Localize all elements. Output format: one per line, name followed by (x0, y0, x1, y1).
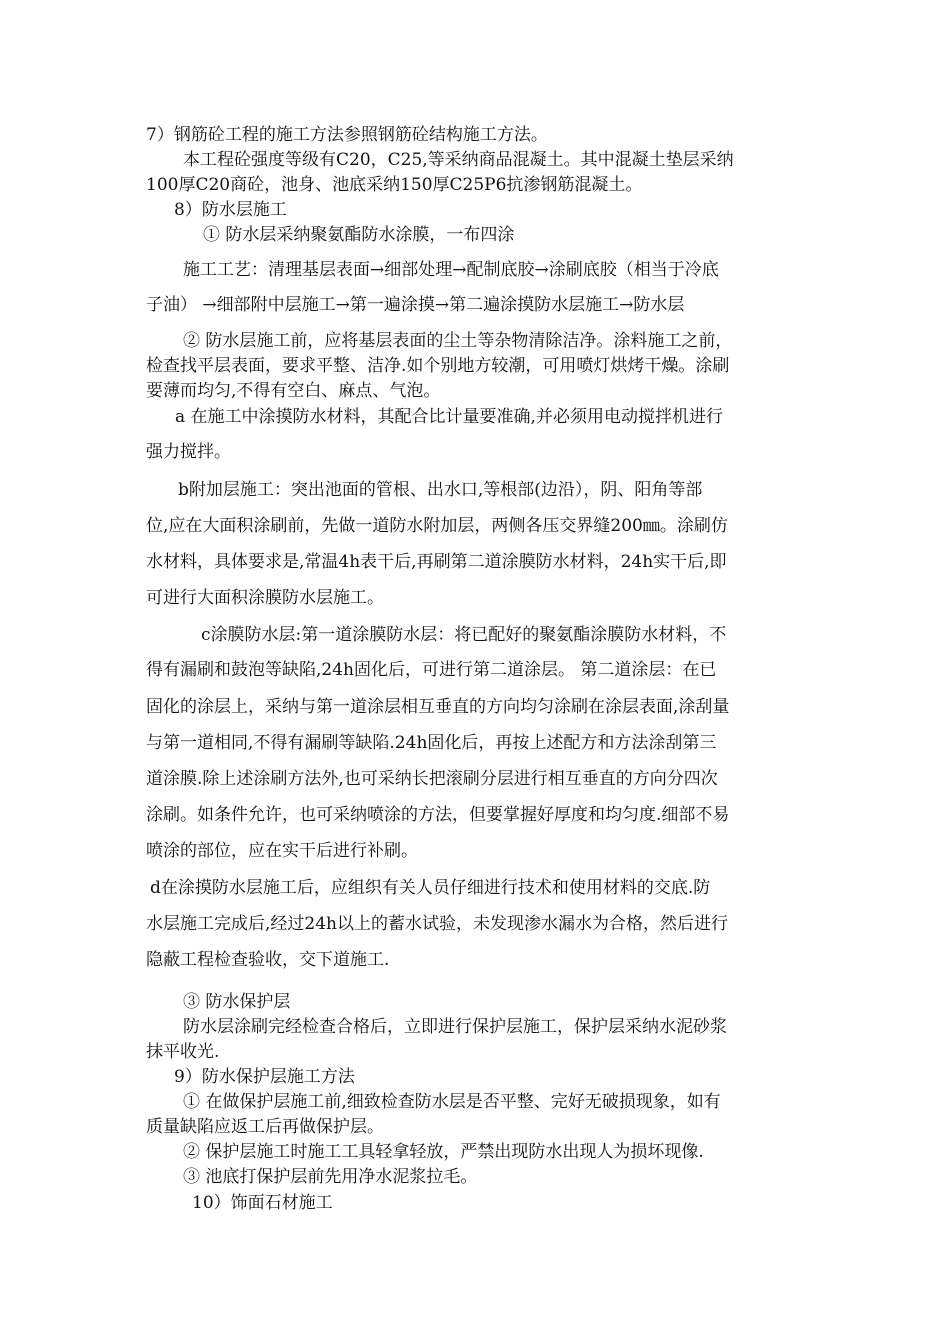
text-line: b附加层施工：突出池面的管根、出水口,等根部(边沿），阴、阳角等部 (178, 480, 703, 500)
text-line: a 在施工中涂摸防水材料，其配合比计量要准确,并必须用电动搅拌机进行 (175, 407, 723, 427)
text-line: ① 在做保护层施工前,细致检查防水层是否平整、完好无破损现象，如有 (183, 1092, 721, 1112)
text-line: 7）钢筋砼工程的施工方法参照钢筋砼结构施工方法。 (146, 125, 548, 145)
text-line: 子油） →细部附中层施工→第一遍涂摸→第二遍涂摸防水层施工→防水层 (146, 295, 685, 315)
text-line: 水层施工完成后,经过24h以上的蓄水试验，未发现渗水漏水为合格，然后进行 (146, 914, 728, 934)
text-line: 喷涂的部位，应在实干后进行补刷。 (146, 841, 418, 861)
text-line: 防水层涂刷完经检查合格后，立即进行保护层施工，保护层采纳水泥砂浆 (183, 1017, 727, 1037)
text-line: 要薄而均匀,不得有空白、麻点、气泡。 (146, 381, 441, 401)
text-line: d在涂摸防水层施工后，应组织有关人员仔细进行技术和使用材料的交底.防 (150, 878, 711, 898)
text-line: 9）防水保护层施工方法 (174, 1067, 355, 1087)
text-line: 质量缺陷应返工后再做保护层。 (146, 1117, 384, 1137)
text-line: ③ 防水保护层 (183, 992, 291, 1012)
text-line: 位,应在大面积涂刷前，先做一道防水附加层，两侧各压交界缝200㎜。涂刷仿 (146, 516, 728, 536)
text-line: 可进行大面积涂膜防水层施工。 (146, 588, 384, 608)
text-line: 与第一道相同,不得有漏刷等缺陷.24h固化后，再按上述配方和方法涂刮第三 (146, 733, 717, 753)
text-line: ② 防水层施工前，应将基层表面的尘土等杂物清除洁净。涂料施工之前， (183, 331, 733, 351)
text-line: 水材料，具体要求是,常温4h表干后,再刷第二道涂膜防水材料，24h实干后,即 (146, 552, 727, 572)
text-line: 10）饰面石材施工 (192, 1193, 333, 1213)
text-line: c涂膜防水层:第一道涂膜防水层：将已配好的聚氨酯涂膜防水材料，不 (201, 625, 727, 645)
text-line: 8）防水层施工 (174, 200, 287, 220)
text-line: ① 防水层采纳聚氨酯防水涂膜，一布四涂 (203, 225, 515, 245)
text-line: 检查找平层表面，要求平整、洁净.如个别地方较潮，可用喷灯烘烤干燥。涂刷 (146, 356, 730, 376)
text-line: 得有漏刷和鼓泡等缺陷,24h固化后，可进行第二道涂层。 第二道涂层：在已 (146, 660, 717, 680)
text-line: 抹平收光. (146, 1042, 220, 1062)
text-line: ② 保护层施工时施工工具轻拿轻放，严禁出现防水出现人为损坏现像. (183, 1142, 704, 1162)
text-line: 隐蔽工程检查验收，交下道施工. (146, 950, 390, 970)
text-line: 固化的涂层上，采纳与第一道涂层相互垂直的方向均匀涂刷在涂层表面,涂刮量 (146, 697, 730, 717)
text-line: 本工程砼强度等级有C20，C25,等采纳商品混凝土。其中混凝土垫层采纳 (183, 150, 734, 170)
text-line: 涂刷。如条件允许，也可采纳喷涂的方法，但要掌握好厚度和均匀度.细部不易 (146, 805, 730, 825)
text-line: ③ 池底打保护层前先用净水泥浆拉毛。 (183, 1167, 478, 1187)
text-line: 施工工艺：清理基层表面→细部处理→配制底胶→涂刷底胶（相当于冷底 (183, 260, 719, 280)
text-line: 100厚C20商砼，池身、池底采纳150厚C25P6抗渗钢筋混凝土。 (146, 175, 643, 195)
text-line: 强力搅拌。 (146, 442, 231, 462)
text-line: 道涂膜.除上述涂刷方法外,也可采纳长把滚刷分层进行相互垂直的方向分四次 (146, 769, 718, 789)
